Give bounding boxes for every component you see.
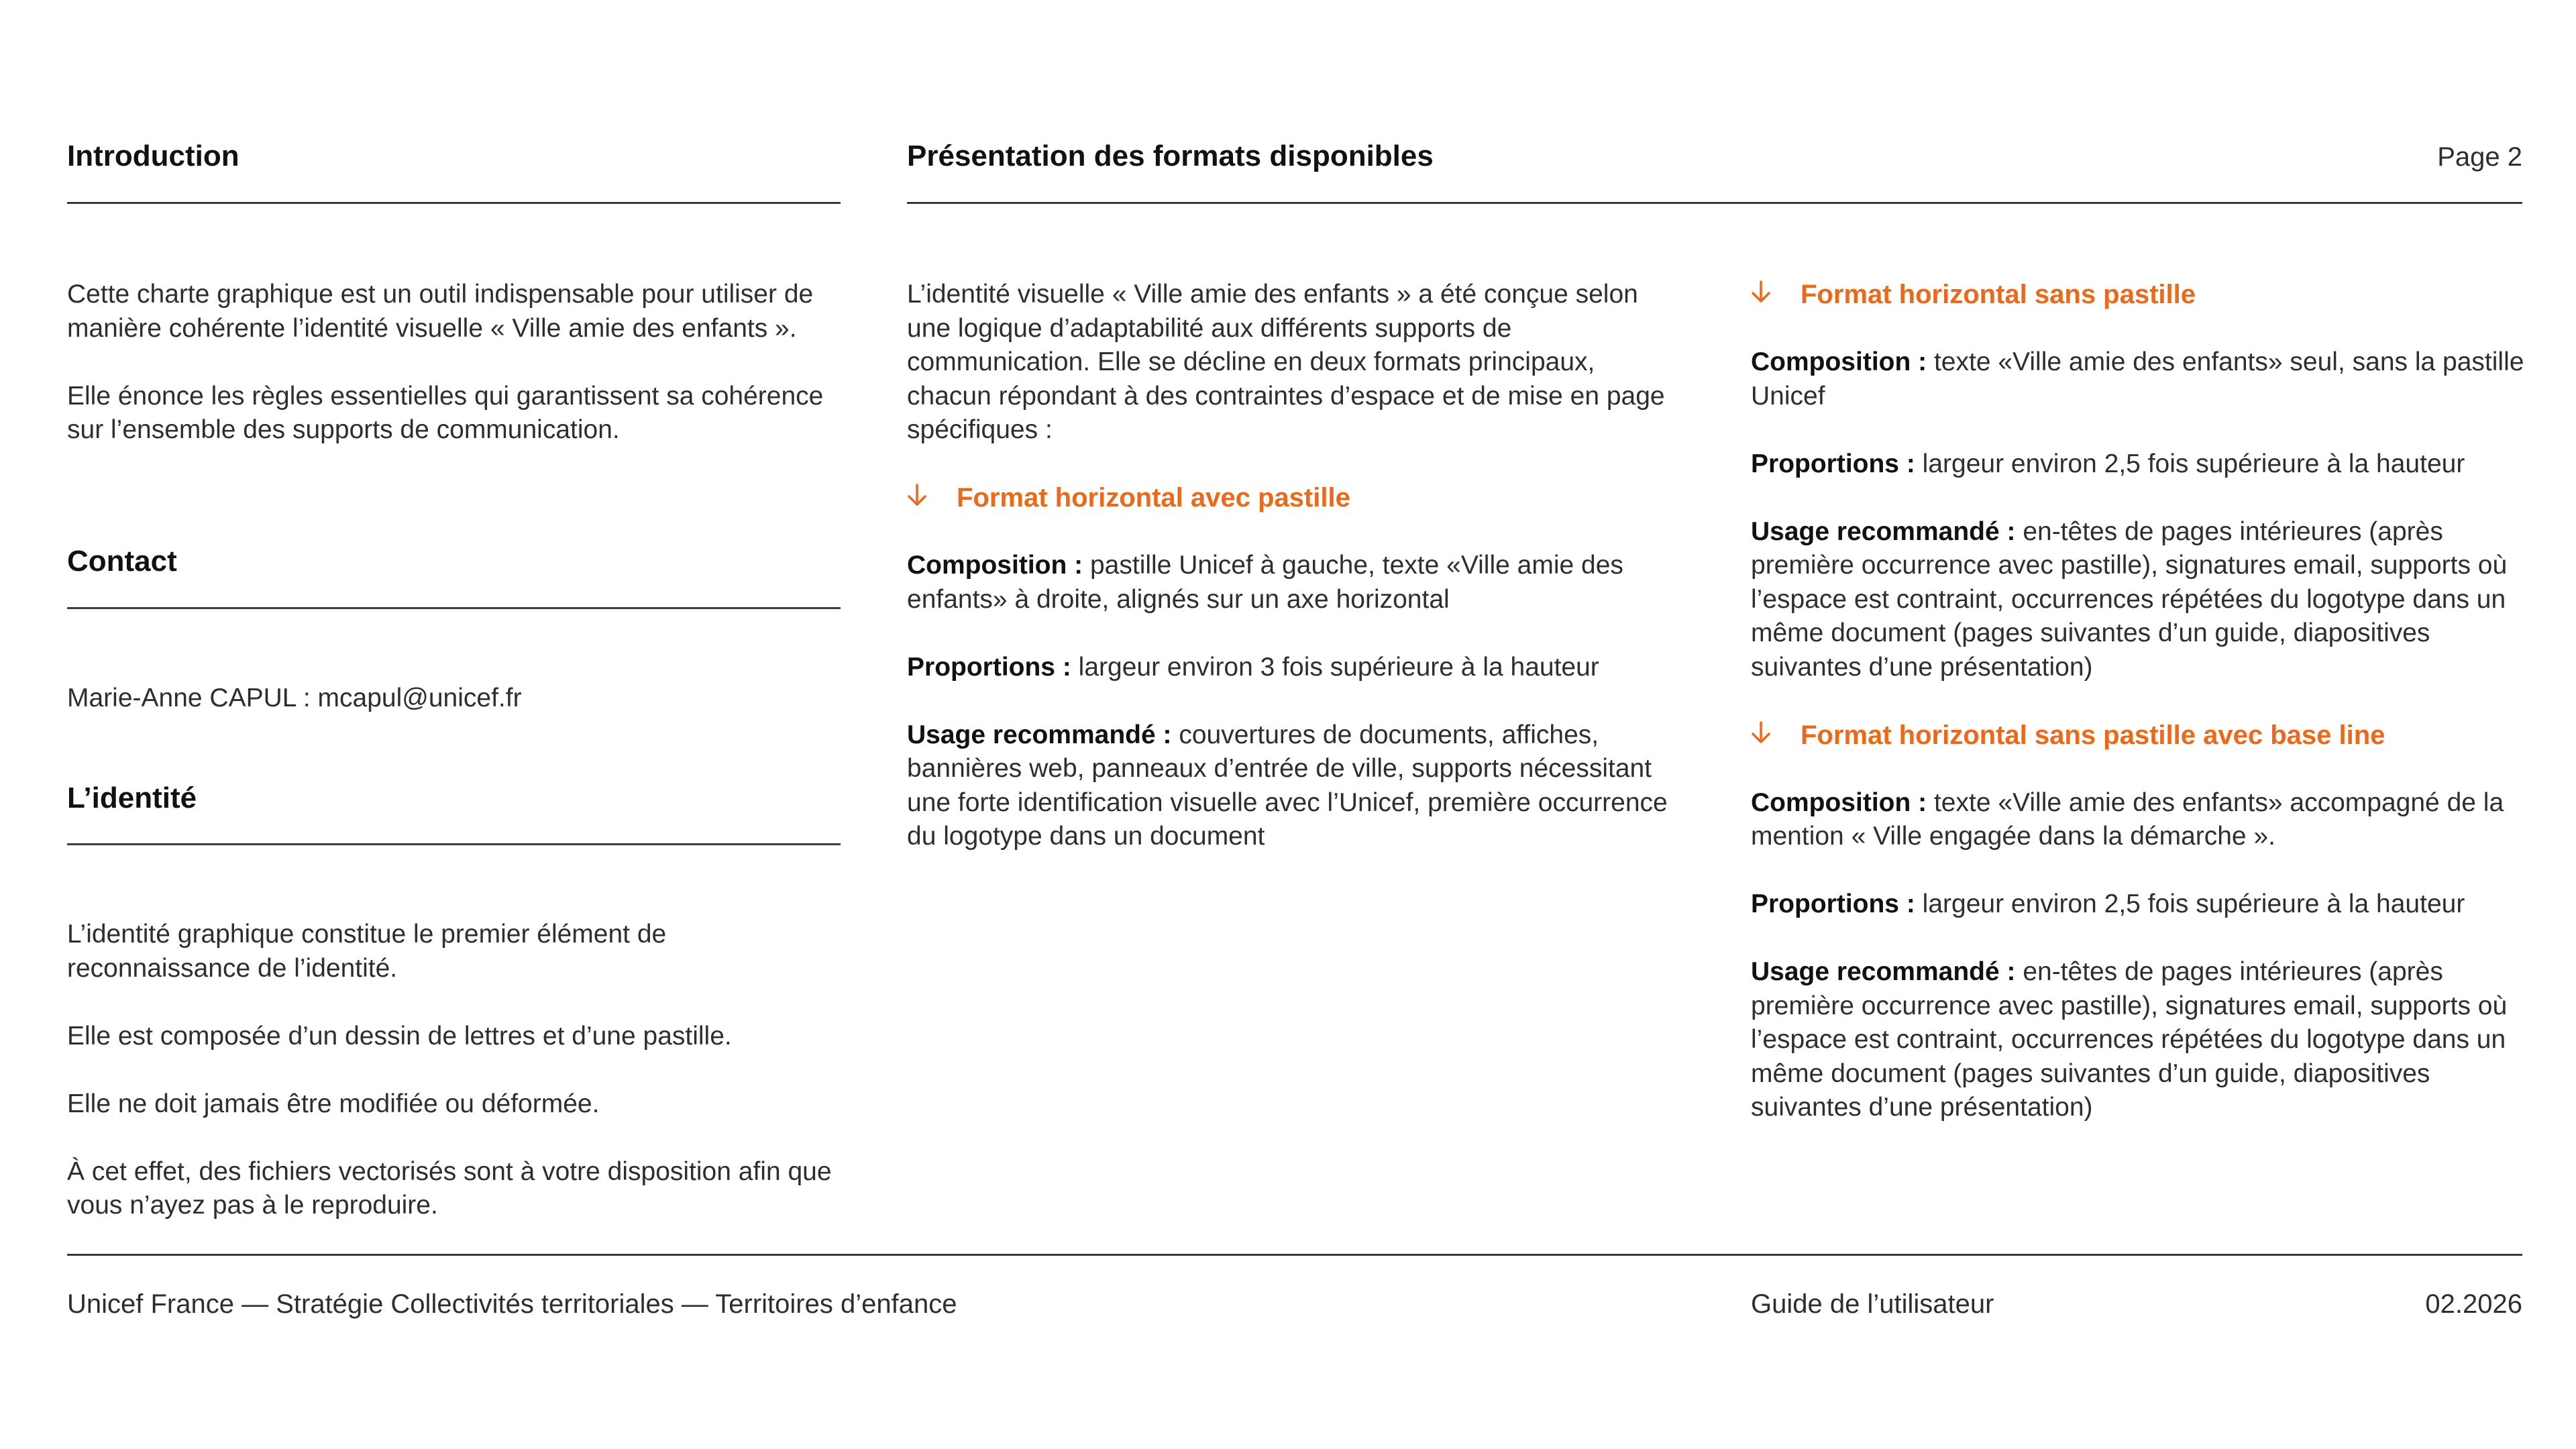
proportions-text: largeur environ 2,5 fois supérieure à la hauteur [1915,449,2465,478]
proportions-text: largeur environ 3 fois supérieure à la hauteur [1071,652,1599,682]
usage-line [1751,955,2529,1125]
subheading-format-without-pastille [1751,278,2529,312]
arrow-down-icon [1751,278,1775,312]
subheading-label: Format horizontal sans pastille [1801,280,2196,309]
proportions-text: largeur environ 2,5 fois supérieure à la hauteur [1915,890,2465,918]
identity-paragraph: À cet effet, des fichiers vectorisés sont à votre disposition afin que vous n’ayez pas à le reproduire. [67,1157,832,1220]
page-number: Page 2 [2437,142,2522,172]
divider-identity [67,843,841,845]
arrow-down-icon [907,481,931,515]
subheading-format-with-pastille [907,481,1685,515]
formats-column-right [1751,278,2529,1125]
identity-paragraph: Elle ne doit jamais être modifiée ou déformée. [67,1089,600,1118]
usage-line [907,718,1685,854]
footer-date: 02.2026 [2425,1289,2522,1319]
footer-divider [67,1254,2522,1256]
section-title-contact: Contact [67,545,177,578]
footer-organization: Unicef France — Stratégie Collectivités territoriales — Territoires d’enfance [67,1289,957,1319]
arrow-down-icon [1751,718,1775,753]
composition-line [1751,786,2529,854]
formats-intro: L’identité visuelle « Ville amie des enfants » a été conçue selon une logique d’adaptabilité aux différents supports de communication. Elle se décline en deux formats principaux, chacun répondant à des contraintes d’espace et de mise en page spécifiques : [907,280,1665,444]
introduction-paragraph: Cette charte graphique est un outil indispensable pour utiliser de manière cohérente l’identité visuelle « Ville amie des enfants ». [67,280,814,343]
usage-text: en-têtes de pages intérieures (après première occurrence avec pastille), signatures email, supports où l’espace est contraint, occurrences répétées du logotype dans un même document (pages suivantes d’un guide, diapositives suivantes d’une présentation) [1751,957,2508,1122]
composition-line [1751,345,2529,413]
composition-line [907,549,1685,616]
proportions-label: Proportions : [1751,890,1915,918]
formats-column-middle [907,278,1685,854]
identity-paragraph: Elle est composée d’un dessin de lettres et d’une pastille. [67,1021,732,1051]
proportions-line [1751,888,2529,922]
composition-text: texte «Ville amie des enfants» seul, sans la pastille Unicef [1751,347,2524,411]
usage-label: Usage recommandé : [907,720,1172,749]
proportions-label: Proportions : [907,652,1071,682]
usage-label: Usage recommandé : [1751,517,2016,546]
divider-formats [907,202,2522,204]
composition-text: pastille Unicef à gauche, texte «Ville amie des enfants» à droite, alignés sur un axe horizontal [907,551,1623,614]
introduction-paragraph: Elle énonce les règles essentielles qui garantissent sa cohérence sur l’ensemble des supports de communication. [67,381,824,444]
subheading-label: Format horizontal avec pastille [957,483,1350,513]
usage-text: en-têtes de pages intérieures (après première occurrence avec pastille), signatures email, supports où l’espace est contraint, occurrences répétées du logotype dans un même document (pages suivantes d’un guide, diapositives suivantes d’une présentation) [1751,517,2508,682]
composition-label: Composition : [1751,788,1927,817]
footer-guide-name: Guide de l’utilisateur [1751,1289,1994,1319]
section-title-formats: Présentation des formats disponibles [907,140,1434,172]
introduction-text [67,278,845,447]
identity-text [67,918,845,1223]
usage-text: couvertures de documents, affiches, bannières web, panneaux d’entrée de ville, supports nécessitant une forte identification visuelle avec l’Unicef, première occurrence du logotype dans un document [907,720,1668,851]
usage-label: Usage recommandé : [1751,957,2016,986]
identity-paragraph: L’identité graphique constitue le premier élément de reconnaissance de l’identité. [67,920,667,983]
contact-text: Marie-Anne CAPUL : mcapul@unicef.fr [67,684,522,712]
proportions-label: Proportions : [1751,449,1915,478]
section-title-identity: L’identité [67,782,197,814]
section-title-introduction: Introduction [67,140,239,172]
proportions-line [1751,447,2529,482]
composition-text: texte «Ville amie des enfants» accompagné de la mention « Ville engagée dans la démarche ». [1751,788,2504,851]
divider-introduction [67,202,841,204]
subheading-format-with-baseline [1751,718,2529,753]
usage-line [1751,515,2529,685]
proportions-line [907,651,1685,685]
composition-label: Composition : [907,551,1083,580]
subheading-label: Format horizontal sans pastille avec base line [1801,720,2385,750]
divider-contact [67,607,841,609]
composition-label: Composition : [1751,347,1927,376]
